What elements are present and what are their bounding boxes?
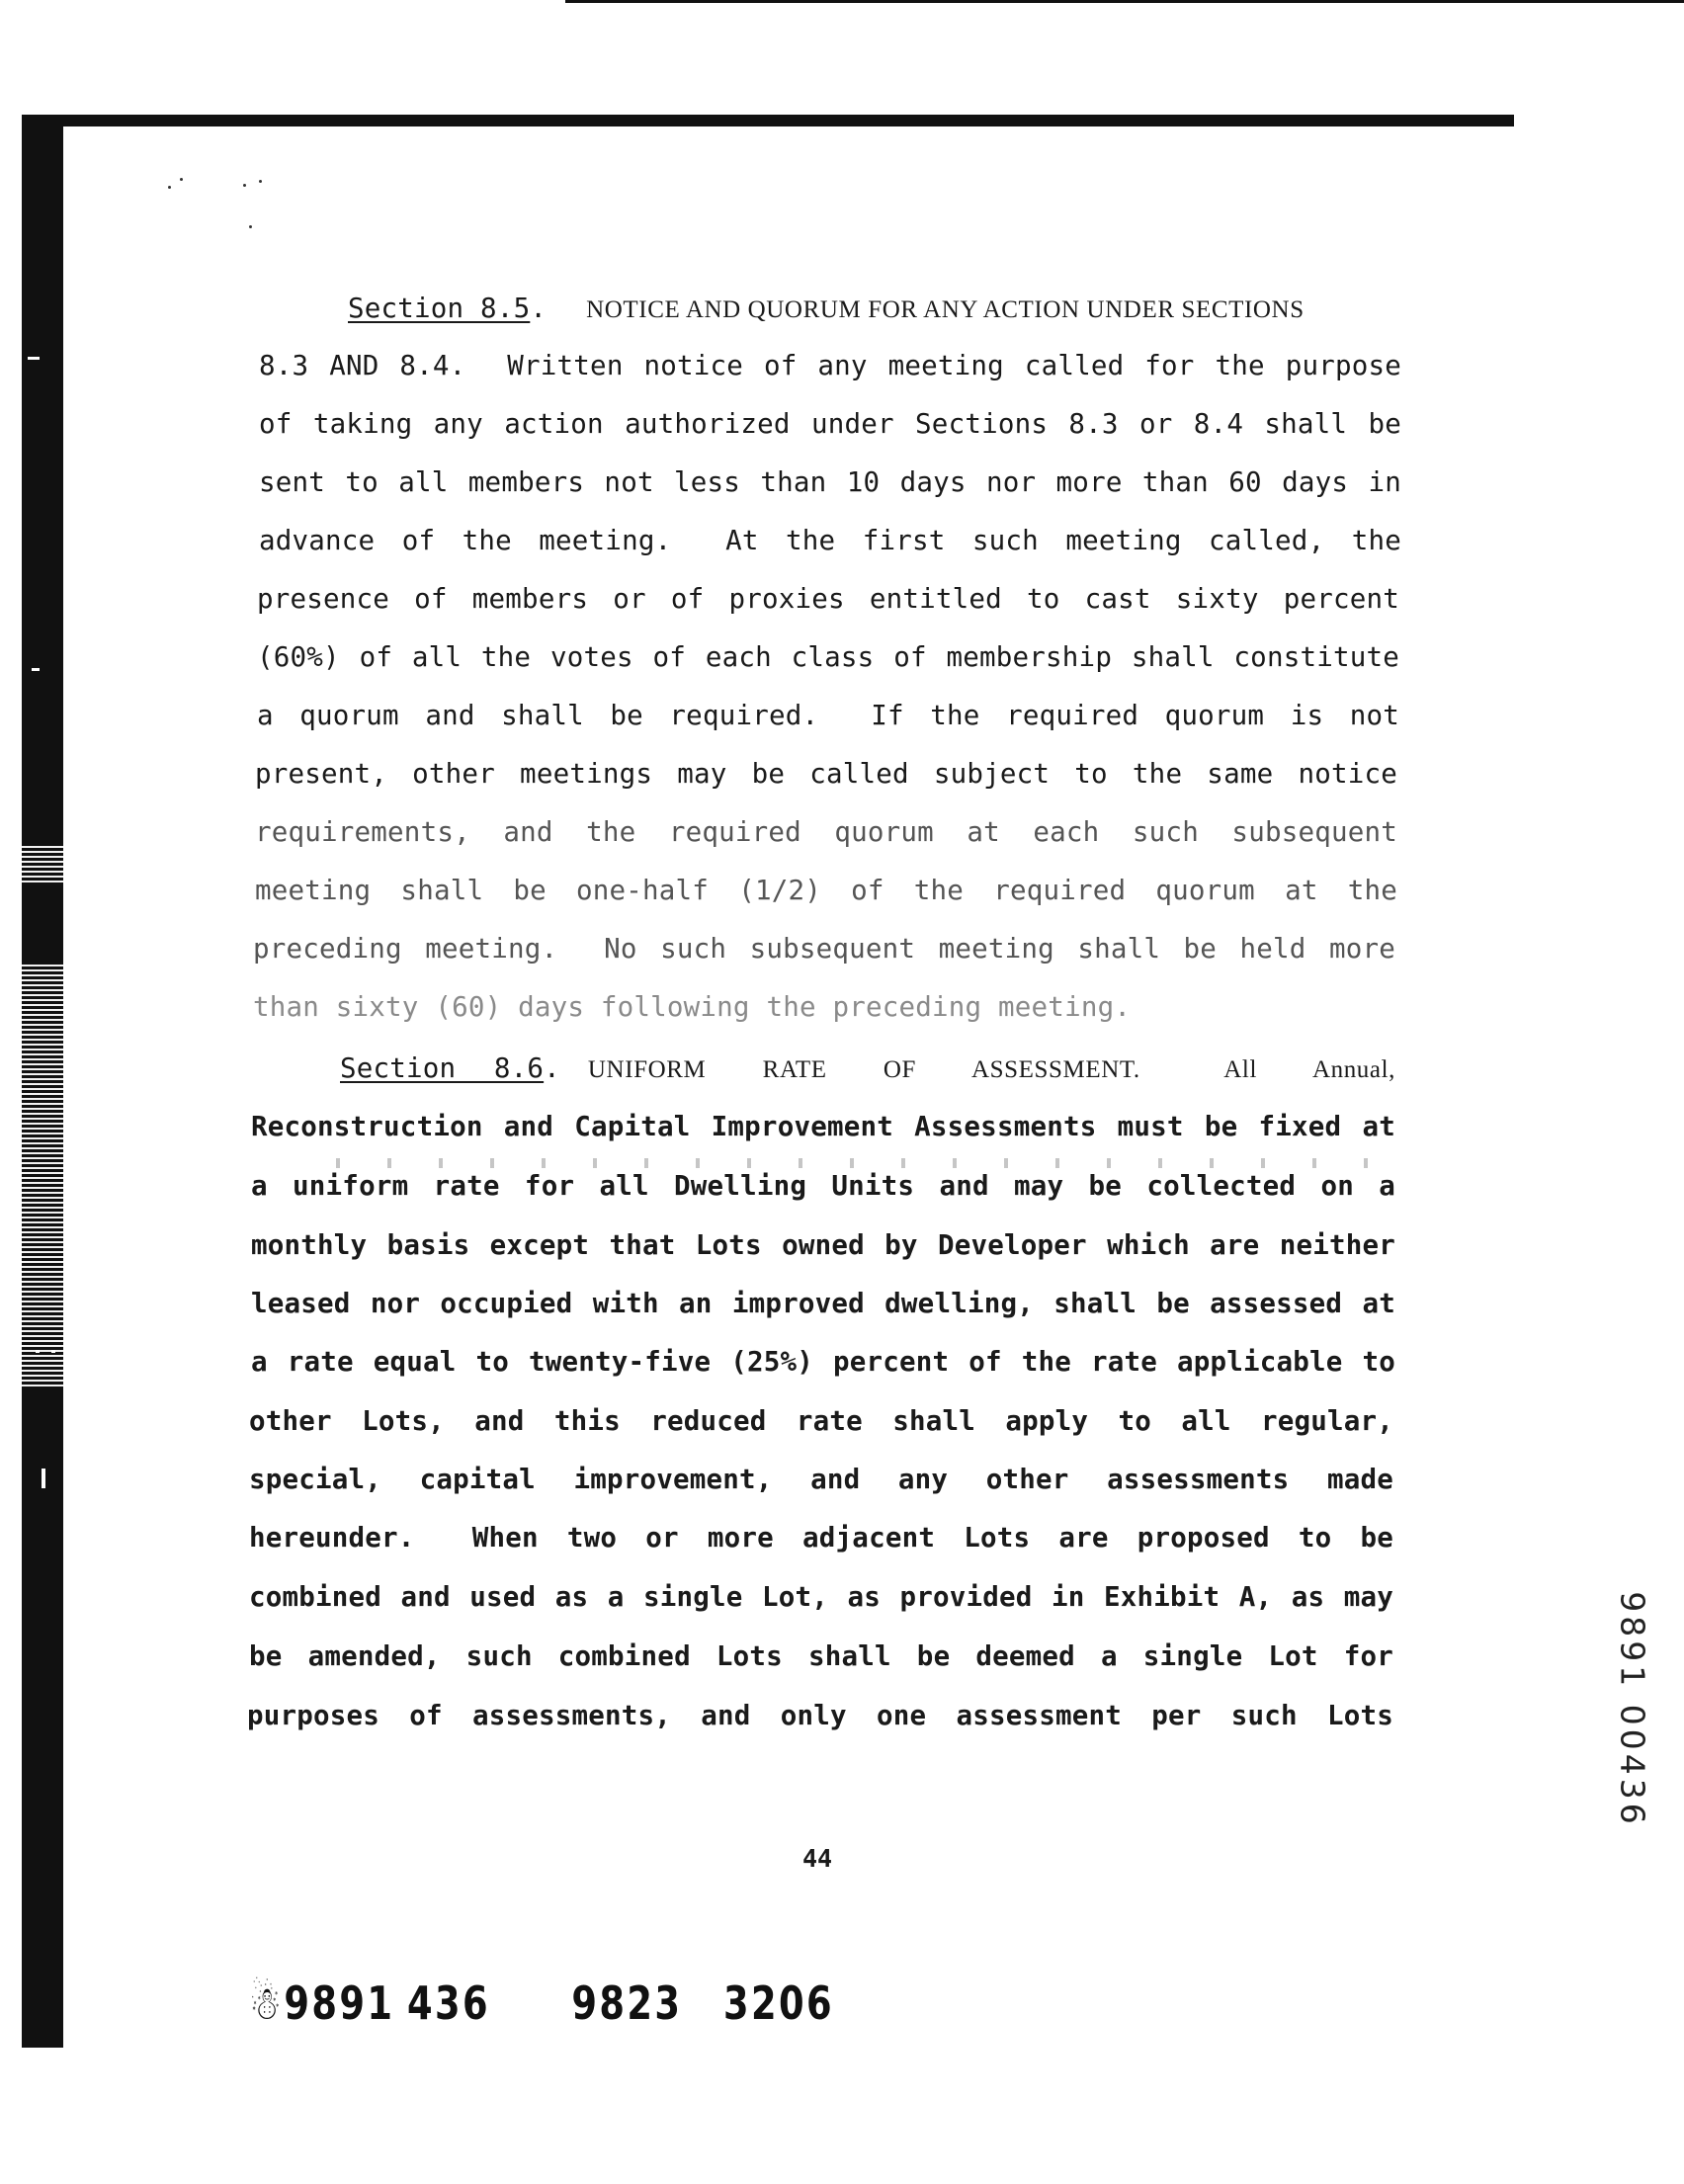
speck	[243, 184, 246, 187]
side-record-stamp-text: 9891 00436	[1613, 1591, 1652, 1828]
section-8-5-period: .	[530, 293, 547, 324]
section-8-6-label: Section 8.6	[340, 1052, 545, 1084]
scan-specks	[158, 178, 277, 237]
section-8-5-line-7: a quorum and shall be required. If the required quorum is not	[257, 700, 1399, 731]
section-8-6-title: UNIFORM RATE OF ASSESSMENT. All Annual,	[587, 1056, 1395, 1083]
section-8-5-line-3: sent to all members not less than 10 days nor more than 60 days in	[259, 466, 1401, 498]
scan-noise-band	[22, 846, 63, 885]
section-8-5-line-6: (60%) of all the votes of each class of membership shall constitute	[257, 641, 1399, 673]
section-8-5-heading	[348, 289, 1401, 328]
scan-mark	[32, 668, 40, 671]
scan-mark	[28, 357, 40, 360]
section-8-5-line-1: 8.3 AND 8.4. Written notice of any meeting called for the purpose	[259, 350, 1401, 381]
section-8-6-heading	[340, 1049, 1395, 1088]
scan-left-border	[22, 115, 63, 2048]
section-8-5-title: NOTICE AND QUORUM FOR ANY ACTION UNDER SECTIONS	[586, 296, 1305, 323]
speck	[168, 186, 171, 189]
section-8-5-line-11: preceding meeting. No such subsequent meeting shall be held more	[253, 933, 1395, 965]
section-8-6-line-6: other Lots, and this reduced rate shall apply to all regular,	[249, 1405, 1393, 1437]
speck	[259, 180, 262, 183]
section-8-6-period: .	[544, 1052, 560, 1084]
scan-mark	[42, 1469, 45, 1488]
section-8-6-line-2: a uniform rate for all Dwelling Units and may be collected on a	[251, 1170, 1395, 1202]
scan-mark	[51, 1350, 55, 1353]
section-8-6-line-9: combined and used as a single Lot, as provided in Exhibit A, as may	[249, 1581, 1393, 1613]
section-8-6-line-7: special, capital improvement, and any other assessments made	[249, 1464, 1393, 1495]
section-8-6-line-8: hereunder. When two or more adjacent Lots are proposed to be	[249, 1522, 1393, 1554]
record-code: 436	[407, 1976, 491, 2030]
speck	[249, 225, 252, 228]
section-8-6-line-10: be amended, such combined Lots shall be deemed a single Lot for	[249, 1640, 1393, 1672]
scan-mark	[36, 1350, 40, 1353]
section-8-6-line-5: a rate equal to twenty-five (25%) percent of the rate applicable to	[251, 1346, 1395, 1378]
page-number: 44	[802, 1844, 833, 1873]
record-code: ☃9891	[249, 1976, 395, 2030]
section-8-5-line-9: requirements, and the required quorum at each such subsequent	[255, 816, 1397, 848]
section-8-5-line-5: presence of members or of proxies entitled to cast sixty percent	[257, 583, 1399, 615]
scan-top-edge-line	[565, 0, 1684, 3]
section-8-5-line-8: present, other meetings may be called subject to the same notice	[255, 758, 1397, 790]
section-8-6-line-11: purposes of assessments, and only one assessment per such Lots	[247, 1700, 1393, 1731]
record-code: 3206	[723, 1976, 835, 2030]
section-8-5-line-12: than sixty (60) days following the preceding meeting.	[253, 991, 1132, 1023]
scan-noise-band	[22, 965, 63, 1389]
scan-top-border	[22, 115, 1514, 126]
section-8-5-line-2: of taking any action authorized under Sections 8.3 or 8.4 shall be	[259, 408, 1401, 440]
section-8-5-line-10: meeting shall be one-half (1/2) of the required quorum at the	[255, 875, 1397, 906]
section-8-6-line-4: leased nor occupied with an improved dwelling, shall be assessed at	[251, 1288, 1395, 1319]
side-record-stamp	[1603, 1591, 1662, 1828]
section-8-6-line-1: Reconstruction and Capital Improvement Assessments must be fixed at	[251, 1111, 1395, 1142]
section-8-5-label: Section 8.5	[348, 293, 531, 324]
section-8-5-line-4: advance of the meeting. At the first such meeting called, the	[259, 525, 1401, 556]
speck	[180, 178, 183, 181]
record-code: 9823	[571, 1976, 683, 2030]
section-8-6-line-3: monthly basis except that Lots owned by Developer which are neither	[251, 1229, 1395, 1261]
